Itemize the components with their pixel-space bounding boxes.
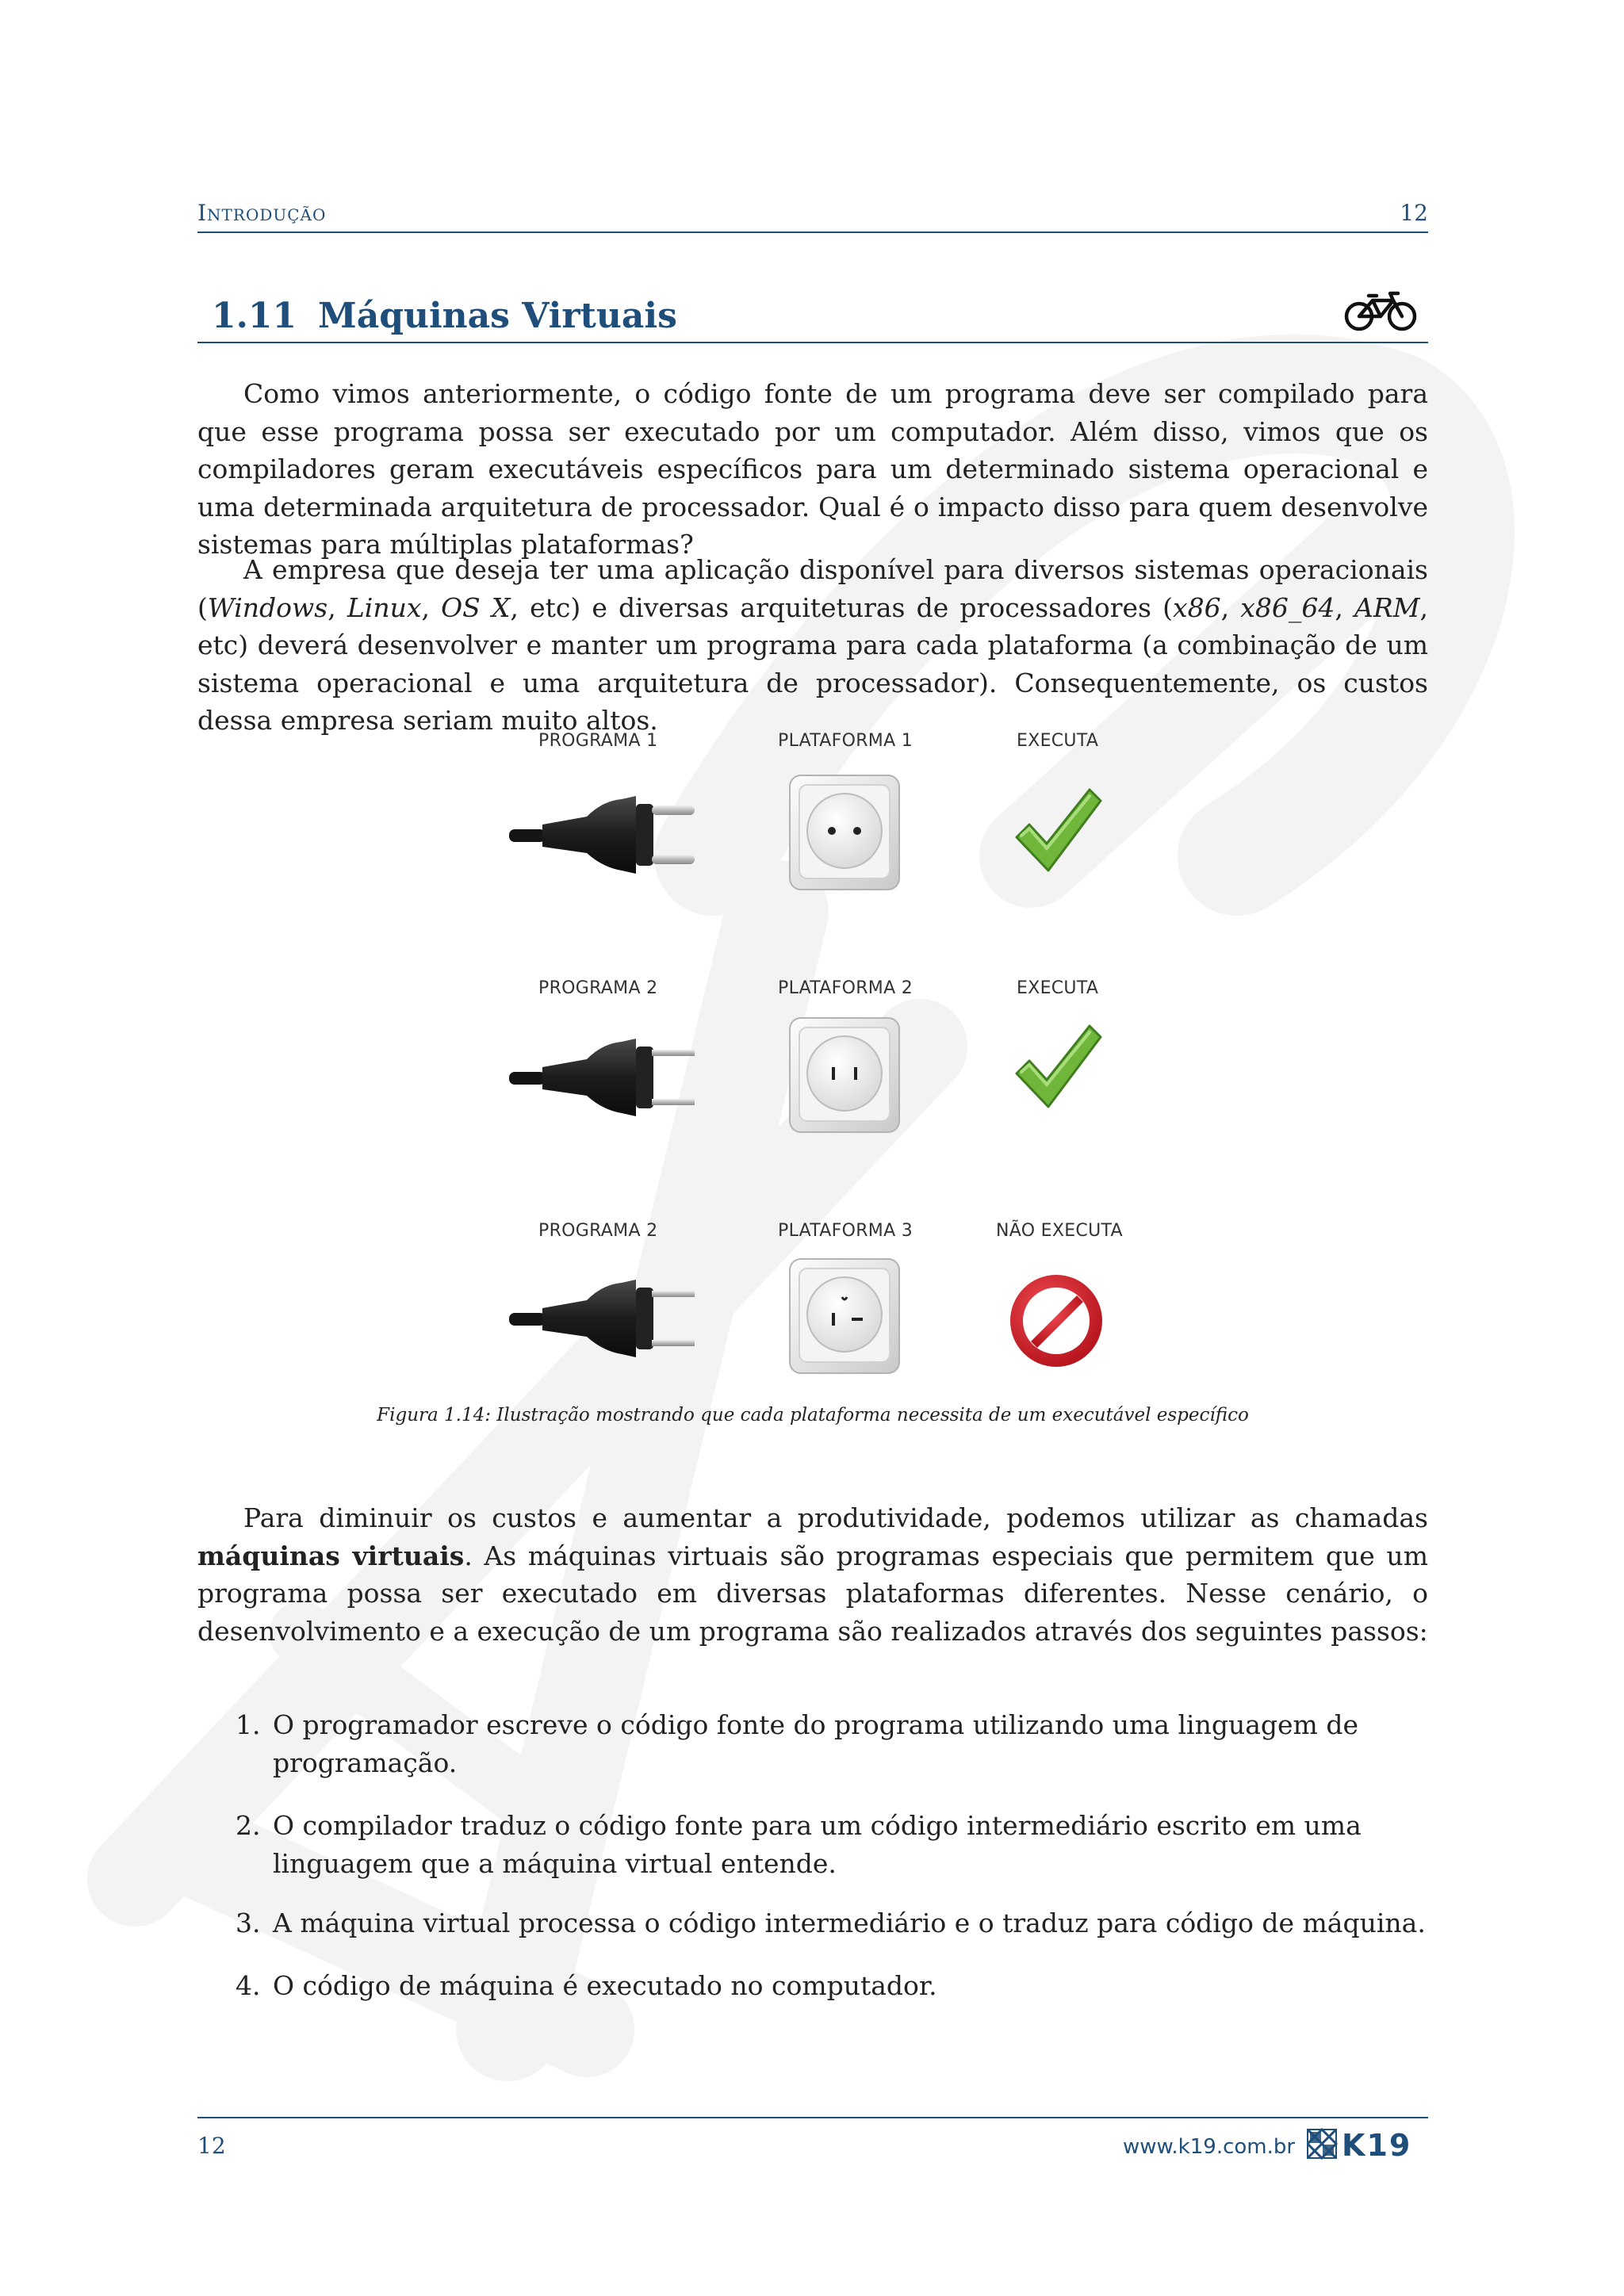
paragraph-2-text-b: , etc) e diversas arquiteturas de processadores ( [510,591,1174,623]
step-number: 3. [236,1908,261,1938]
row2-result-label: EXECUTA [1017,978,1099,998]
no-entry-icon [1007,1272,1105,1370]
step-number: 1. [236,1709,261,1740]
arch-x86: x86 [1173,591,1221,623]
figure-caption: Figura 1.14: Ilustração mostrando que cada plataforma necessita de um executável específico [377,1405,1249,1425]
check-icon [1012,1021,1105,1113]
chapter-title: Introdução [197,200,327,226]
step-number: 2. [236,1810,261,1841]
k19-logo [1307,2127,1429,2160]
header-page-number: 12 [1400,200,1428,226]
row1-result-label: EXECUTA [1017,731,1099,751]
paragraph-2 [197,551,1428,740]
os-osx: OS X [441,591,511,623]
list-item [197,1967,1428,2005]
figure-plugs-sockets [500,729,1150,1395]
arch-x86-64: x86_64 [1240,591,1335,623]
list-item [197,1904,1428,1942]
logo-text: K19 [1342,2128,1412,2160]
steps-list-3 [197,1904,1428,1942]
row2-platform-label: PLATAFORMA 2 [778,978,914,998]
paragraph-1 [197,375,1428,564]
paragraph-2-text-c: , etc) deverá desenvolver e manter um programa para cada plataforma (a combinação de um sistema operacional e uma arquitetura de processador). Consequentemente, os custos dessa empresa seriam muito altos. [197,591,1428,736]
term-maquinas-virtuais: máquinas virtuais [197,1540,465,1571]
list-item [197,1706,1428,1781]
arch-arm: ARM [1354,591,1420,623]
section-title: Máquinas Virtuais [318,296,677,336]
row3-result-label: NÃO EXECUTA [996,1221,1123,1241]
footer-page-number: 12 [197,2133,226,2159]
running-header [197,200,1428,233]
paragraph-2-sep-2: , [421,591,442,623]
steps-list [197,1706,1428,1781]
step-text: A máquina virtual processa o código intermediário e o traduz para código de máquina. [273,1908,1426,1938]
section-number: 1.11 [212,296,297,336]
plug-round-pins-icon [509,785,696,883]
check-icon [1012,785,1105,877]
row2-program-label: PROGRAMA 2 [538,978,658,998]
section-heading [197,289,1428,343]
paragraph-3-text-b: . As máquinas virtuais são programas especiais que permitem que um programa possa ser executado em diversas plataformas diferentes. Nesse cenário, o desenvolvimento e a execução de um programa são realizados através dos seguintes passos: [197,1540,1428,1647]
steps-list-4 [197,1967,1428,2005]
os-windows: Windows [207,591,328,623]
paragraph-1-text: Como vimos anteriormente, o código fonte de um programa deve ser compilado para que esse programa possa ser executado por um computador. Além disso, vimos que os compiladores geram executáveis específicos para um determinado sistema operacional e uma determinada arquitetura de processador. Qual é o impacto disso para quem desenvolve sistemas para múltiplas plataformas? [197,378,1428,560]
paragraph-2-sep-4: , [1335,591,1355,623]
step-text: O compilador traduz o código fonte para um código intermediário escrito em uma linguagem que a máquina virtual entende. [273,1810,1362,1879]
footer-rule [197,2117,1428,2118]
step-number: 4. [236,1970,261,2001]
bicycle-icon [1342,289,1419,332]
row1-platform-label: PLATAFORMA 1 [778,731,914,751]
socket-grounded-icon [788,1257,901,1375]
paragraph-3-text-a: Para diminuir os custos e aumentar a produtividade, podemos utilizar as chamadas [243,1502,1428,1533]
row3-platform-label: PLATAFORMA 3 [778,1221,914,1241]
paragraph-3 [197,1499,1428,1650]
list-item [197,1807,1428,1882]
paragraph-2-text-a: A empresa que deseja ter uma aplicação disponível para diversos sistemas operacionais ( [197,554,1428,623]
plug-flat-pins-icon [509,1027,696,1126]
socket-round-holes-icon [788,774,901,891]
plug-flat-pins-icon [509,1269,696,1367]
footer-url: www.k19.com.br [1123,2135,1296,2159]
step-text: O código de máquina é executado no computador. [273,1970,937,2001]
socket-flat-slots-icon [788,1016,901,1134]
paragraph-2-sep-1: , [327,591,347,623]
step-text: O programador escreve o código fonte do programa utilizando uma linguagem de programação. [273,1709,1358,1778]
steps-list-2 [197,1807,1428,1882]
row1-program-label: PROGRAMA 1 [538,731,658,751]
os-linux: Linux [347,591,422,623]
row3-program-label: PROGRAMA 2 [538,1221,658,1241]
paragraph-2-sep-3: , [1220,591,1241,623]
